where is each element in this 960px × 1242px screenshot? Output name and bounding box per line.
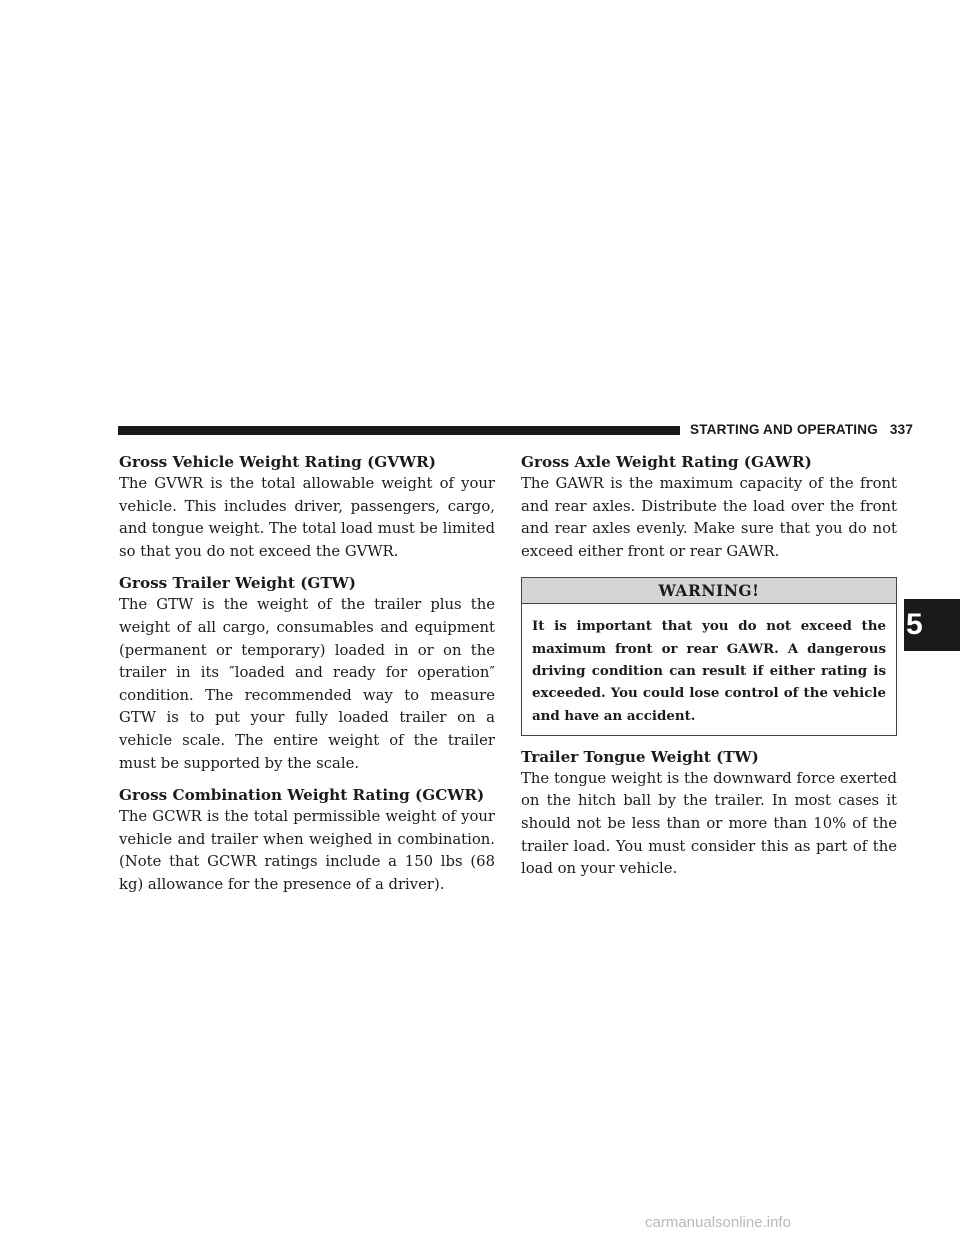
gtw-section [119,572,495,775]
gawr-section [521,451,897,563]
tongue-weight-heading: Trailer Tongue Weight (TW) [521,747,759,766]
warning-box [521,577,897,735]
gtw-heading: Gross Trailer Weight (GTW) [119,574,356,593]
page-number: 337 [889,422,914,437]
watermark: carmanualsonline.info [645,1214,791,1231]
section-title: STARTING AND OPERATING [690,422,878,437]
tongue-weight-body: The tongue weight is the downward force exerted on the hitch ball by the trailer. In most cases it should not be less than or more than 10% of the trailer load. You must consider this as part of the load on your vehicle. [521,769,897,878]
running-header [690,422,914,437]
gcwr-heading: Gross Combination Weight Rating (GCWR) [119,786,485,805]
left-column [119,451,495,906]
chapter-tab: 5 [904,599,960,651]
gvwr-section [119,451,495,563]
gawr-heading: Gross Axle Weight Rating (GAWR) [521,453,812,471]
gcwr-body: The GCWR is the total permissible weight of your vehicle and trailer when weighed in combination. (Note that GCWR ratings include a 150 lbs (68 kg) allowance for the presence of a driver). [119,808,495,893]
gtw-body: The GTW is the weight of the trailer plus the weight of all cargo, consumables and equipment (permanent or temporary) loaded in or on the trailer in its ″loaded and ready for operation″ condition. The recommended way to measure GTW is to put your fully loaded trailer on a vehicle scale. The entire weight of the trailer must be supported by the scale. [119,596,495,772]
warning-body: It is important that you do not exceed the maximum front or rear GAWR. A dangerous driving condition can result if either rating is exceeded. You could lose control of the vehicle and have an accident. [532,618,886,724]
gawr-body: The GAWR is the maximum capacity of the front and rear axles. Distribute the load over the front and rear axles evenly. Make sure that you do not exceed either front or rear GAWR. [521,475,897,560]
gcwr-section [119,784,495,896]
header-rule [118,426,680,435]
warning-title: WARNING! [522,578,896,604]
gvwr-body: The GVWR is the total allowable weight of your vehicle. This includes driver, passengers, cargo, and tongue weight. The total load must be limited so that you do not exceed the GVWR. [119,475,495,560]
right-column [521,451,897,890]
gvwr-heading: Gross Vehicle Weight Rating (GVWR) [119,453,436,471]
tongue-weight-section [521,746,897,881]
